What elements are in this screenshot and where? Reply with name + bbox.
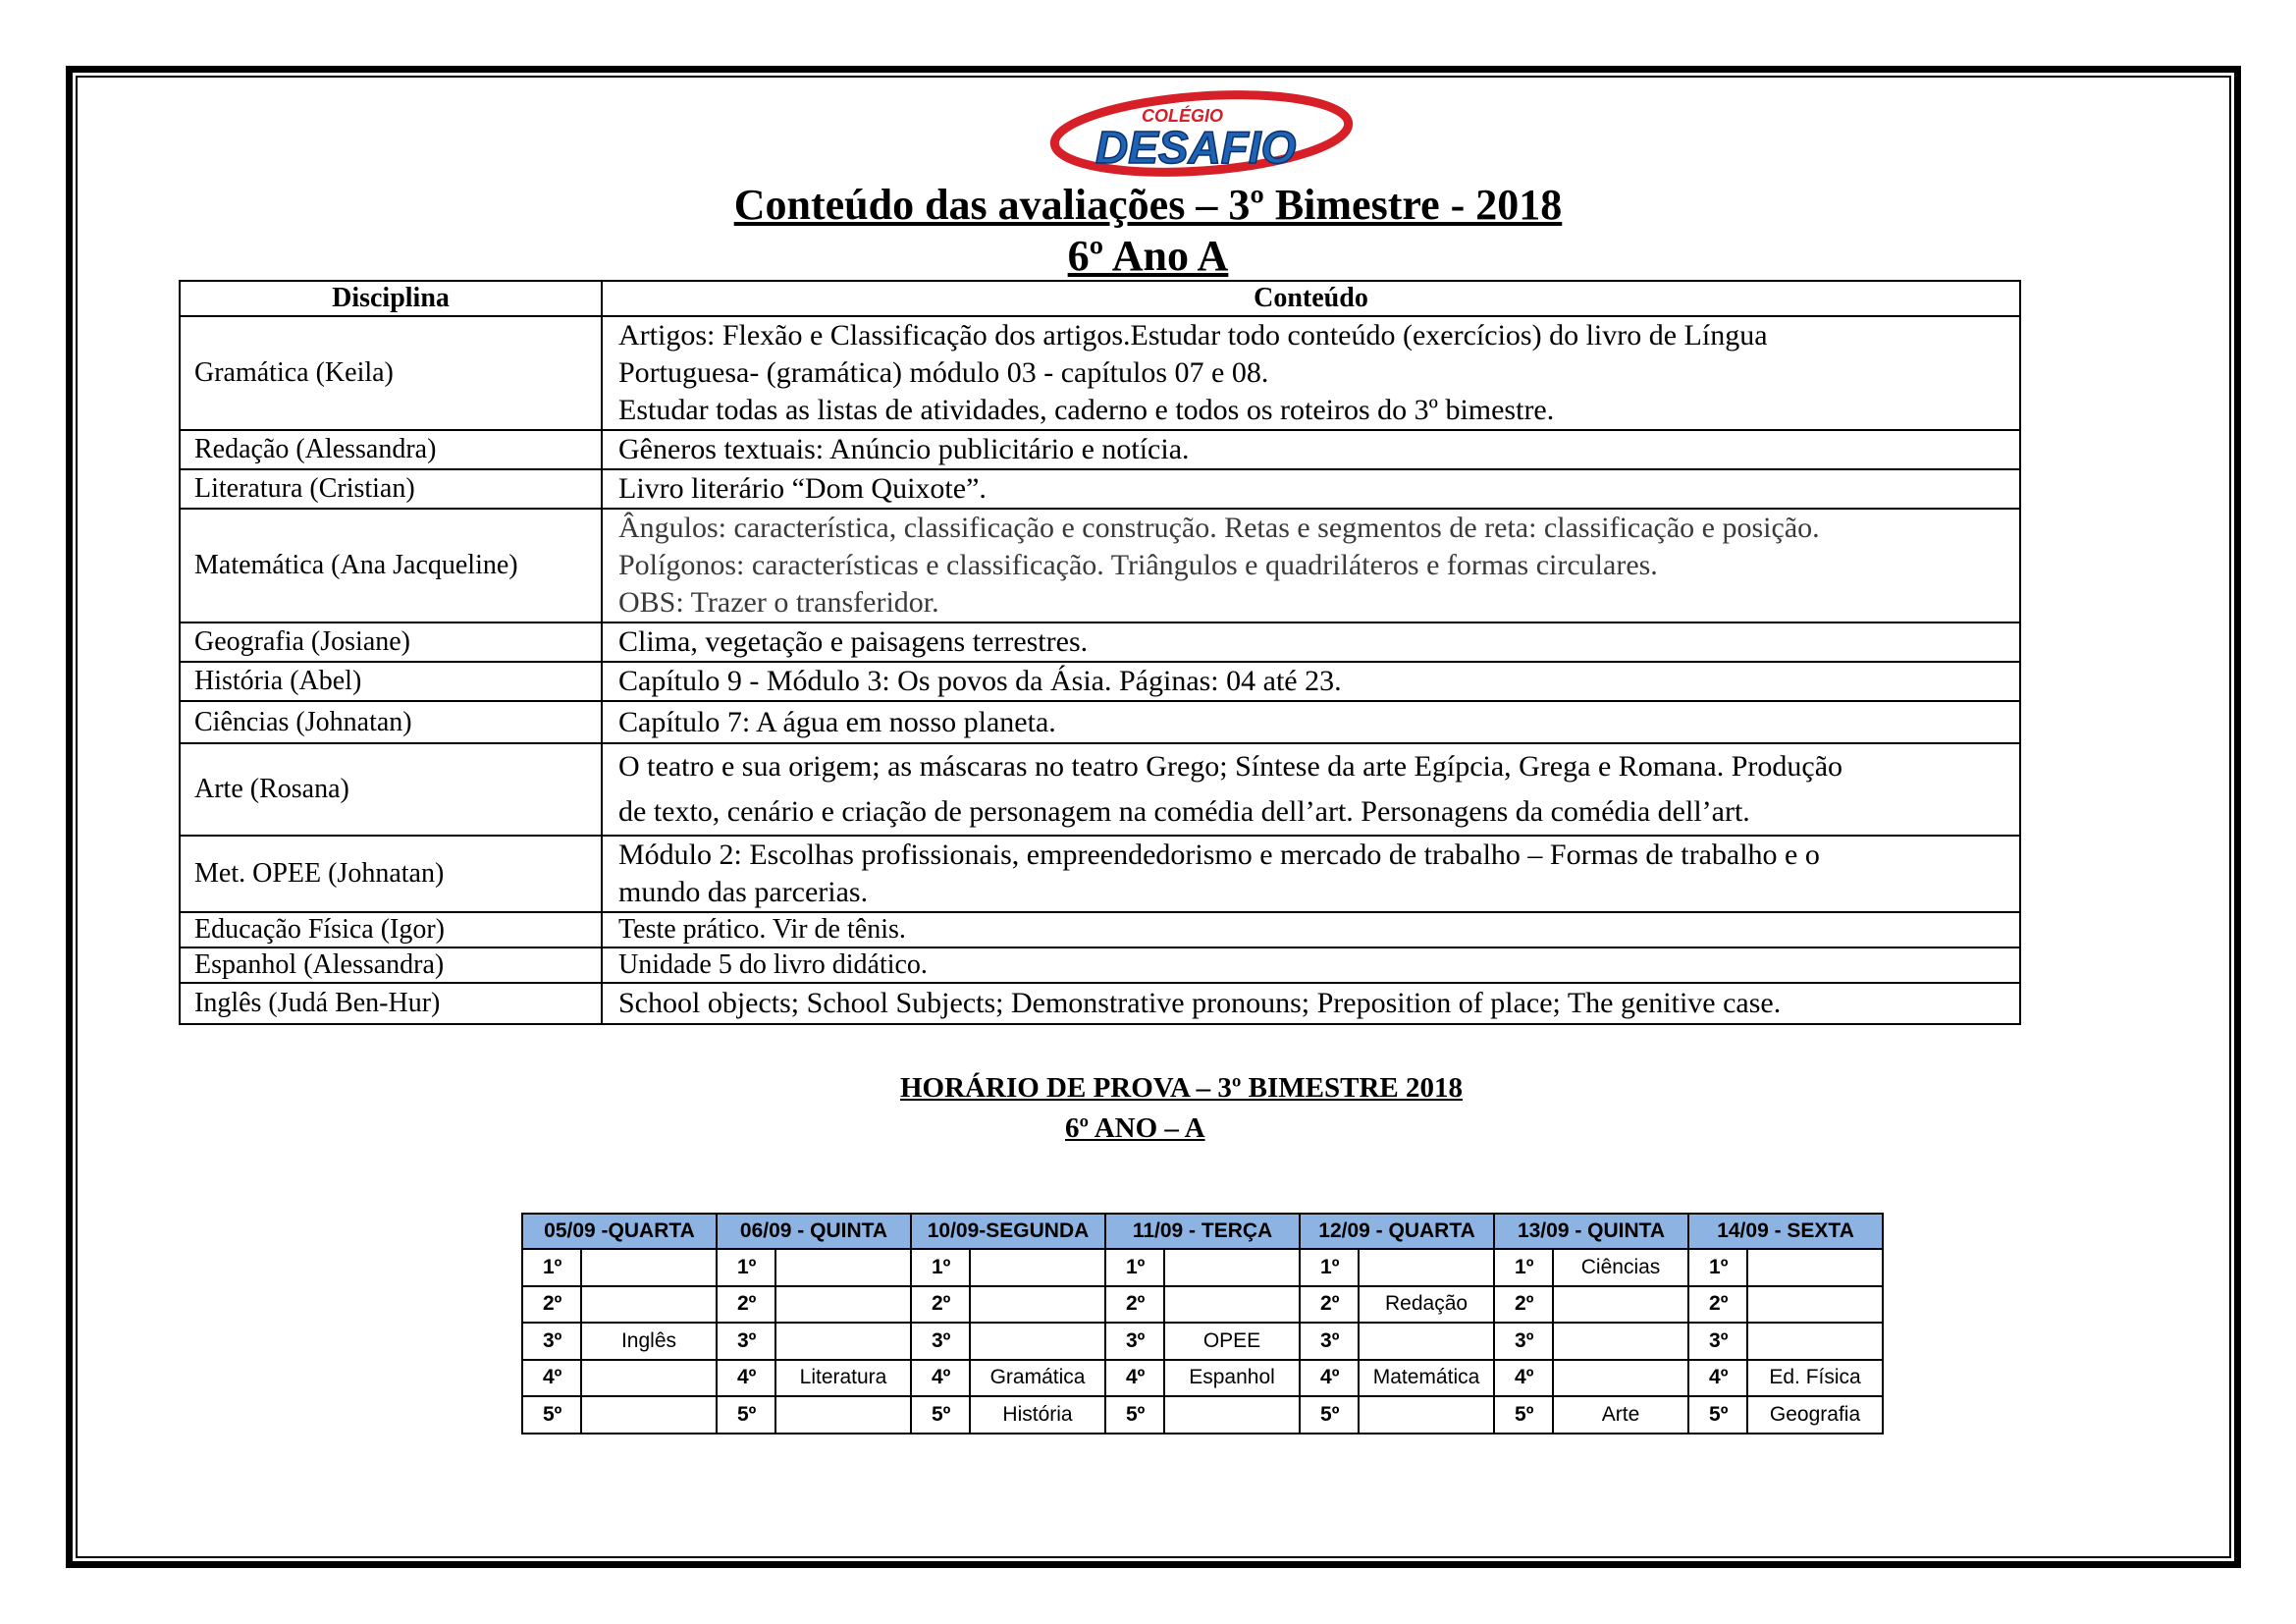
subject-cell: Arte bbox=[1553, 1396, 1688, 1434]
conteudo-line: Capítulo 7: A água em nosso planeta. bbox=[618, 705, 1056, 738]
period-number: 4º bbox=[911, 1360, 970, 1397]
subject-cell bbox=[581, 1396, 717, 1434]
conteudo-line: Capítulo 9 - Módulo 3: Os povos da Ásia. Páginas: 04 até 23. bbox=[618, 665, 1342, 697]
disciplina-cell: Ciências (Johnatan) bbox=[180, 701, 602, 743]
conteudo-line: Polígonos: características e classificação. Triângulos e quadriláteros e formas circulares. bbox=[618, 549, 1658, 581]
conteudo-line: mundo das parcerias. bbox=[618, 876, 869, 908]
disciplina-cell: Educação Física (Igor) bbox=[180, 912, 602, 947]
table-row bbox=[180, 701, 2020, 743]
exam-schedule-table bbox=[521, 1213, 1884, 1435]
conteudo-cell bbox=[602, 701, 2020, 743]
subject-cell bbox=[775, 1396, 911, 1434]
conteudo-line: de texto, cenário e criação de personagem na comédia dell’art. Personagens da comédia dell’art. bbox=[618, 795, 1750, 828]
day-header: 11/09 - TERÇA bbox=[1105, 1214, 1300, 1249]
subject-cell bbox=[1164, 1249, 1300, 1286]
day-header: 10/09-SEGUNDA bbox=[911, 1214, 1105, 1249]
column-header-disciplina: Disciplina bbox=[180, 281, 602, 316]
conteudo-cell bbox=[602, 509, 2020, 623]
conteudo-line: Clima, vegetação e paisagens terrestres. bbox=[618, 625, 1089, 658]
subject-cell: Ciências bbox=[1553, 1249, 1688, 1286]
conteudo-cell bbox=[602, 743, 2020, 836]
period-number: 4º bbox=[717, 1360, 775, 1397]
subject-cell bbox=[1359, 1396, 1494, 1434]
table-row bbox=[180, 983, 2020, 1024]
table-row bbox=[180, 316, 2020, 430]
conteudo-line: Portuguesa- (gramática) módulo 03 - capítulos 07 e 08. bbox=[618, 356, 1269, 389]
period-number: 5º bbox=[1105, 1396, 1164, 1434]
colegio-desafio-logo bbox=[1048, 88, 1355, 179]
conteudo-cell bbox=[602, 983, 2020, 1024]
disciplina-cell: Arte (Rosana) bbox=[180, 743, 602, 836]
conteudo-cell bbox=[602, 662, 2020, 701]
conteudo-line: Teste prático. Vir de tênis. bbox=[618, 914, 906, 945]
page-title: Conteúdo das avaliações – 3º Bimestre - 2018 bbox=[733, 181, 1563, 229]
disciplina-cell: Inglês (Judá Ben-Hur) bbox=[180, 983, 602, 1024]
table-row bbox=[180, 509, 2020, 623]
period-number: 4º bbox=[1688, 1360, 1747, 1397]
day-header: 06/09 - QUINTA bbox=[717, 1214, 911, 1249]
subject-cell bbox=[970, 1249, 1105, 1286]
subject-cell: Ed. Física bbox=[1747, 1360, 1883, 1397]
period-number: 3º bbox=[1494, 1323, 1553, 1360]
period-number: 5º bbox=[1300, 1396, 1359, 1434]
period-number: 5º bbox=[911, 1396, 970, 1434]
subject-cell bbox=[1553, 1360, 1688, 1397]
subject-cell: Redação bbox=[1359, 1286, 1494, 1324]
day-header: 05/09 -QUARTA bbox=[522, 1214, 717, 1249]
subject-cell bbox=[581, 1360, 717, 1397]
content-table-header-row bbox=[180, 281, 2020, 316]
conteudo-line: OBS: Trazer o transferidor. bbox=[618, 586, 939, 619]
day-header: 13/09 - QUINTA bbox=[1494, 1214, 1688, 1249]
period-number: 4º bbox=[1105, 1360, 1164, 1397]
subject-cell: História bbox=[970, 1396, 1105, 1434]
conteudo-line: Gêneros textuais: Anúncio publicitário e notícia. bbox=[618, 433, 1190, 465]
table-row bbox=[180, 469, 2020, 509]
subject-cell bbox=[1553, 1286, 1688, 1324]
subject-cell: Inglês bbox=[581, 1323, 717, 1360]
subject-cell bbox=[970, 1323, 1105, 1360]
period-number: 1º bbox=[717, 1249, 775, 1286]
conteudo-line: Ângulos: característica, classificação e construção. Retas e segmentos de reta: classificação e posição. bbox=[618, 512, 1820, 544]
table-row bbox=[180, 912, 2020, 947]
schedule-header-row bbox=[522, 1214, 1883, 1249]
disciplina-cell: Gramática (Keila) bbox=[180, 316, 602, 430]
period-number: 2º bbox=[522, 1286, 581, 1324]
conteudo-cell bbox=[602, 912, 2020, 947]
period-number: 3º bbox=[1300, 1323, 1359, 1360]
period-number: 3º bbox=[1105, 1323, 1164, 1360]
subject-cell bbox=[1164, 1286, 1300, 1324]
subject-cell bbox=[775, 1249, 911, 1286]
period-number: 3º bbox=[1688, 1323, 1747, 1360]
subject-cell: OPEE bbox=[1164, 1323, 1300, 1360]
subject-cell bbox=[581, 1249, 717, 1286]
period-number: 1º bbox=[1300, 1249, 1359, 1286]
conteudo-cell bbox=[602, 430, 2020, 469]
period-number: 1º bbox=[1105, 1249, 1164, 1286]
subject-cell bbox=[1747, 1249, 1883, 1286]
disciplina-cell: Espanhol (Alessandra) bbox=[180, 947, 602, 983]
period-number: 5º bbox=[1494, 1396, 1553, 1434]
subject-cell: Geografia bbox=[1747, 1396, 1883, 1434]
period-number: 2º bbox=[1688, 1286, 1747, 1324]
conteudo-cell bbox=[602, 836, 2020, 912]
period-number: 2º bbox=[1494, 1286, 1553, 1324]
page-subtitle: 6º Ano A bbox=[1067, 232, 1229, 280]
table-row bbox=[180, 430, 2020, 469]
period-number: 3º bbox=[911, 1323, 970, 1360]
conteudo-line: School objects; School Subjects; Demonstrative pronouns; Preposition of place; The genitive case. bbox=[618, 987, 1782, 1019]
conteudo-line: Livro literário “Dom Quixote”. bbox=[618, 472, 987, 505]
conteudo-line: O teatro e sua origem; as máscaras no teatro Grego; Síntese da arte Egípcia, Grega e Romana. Produção bbox=[618, 750, 1843, 783]
schedule-row bbox=[522, 1286, 1883, 1324]
subject-cell bbox=[775, 1323, 911, 1360]
schedule-row bbox=[522, 1323, 1883, 1360]
period-number: 1º bbox=[522, 1249, 581, 1286]
conteudo-cell bbox=[602, 623, 2020, 662]
period-number: 2º bbox=[1300, 1286, 1359, 1324]
content-table bbox=[179, 280, 2021, 1025]
schedule-row bbox=[522, 1249, 1883, 1286]
day-header: 14/09 - SEXTA bbox=[1688, 1214, 1883, 1249]
period-number: 3º bbox=[717, 1323, 775, 1360]
subject-cell: Espanhol bbox=[1164, 1360, 1300, 1397]
conteudo-cell bbox=[602, 947, 2020, 983]
column-header-conteudo: Conteúdo bbox=[602, 281, 2020, 316]
period-number: 4º bbox=[1300, 1360, 1359, 1397]
period-number: 5º bbox=[717, 1396, 775, 1434]
disciplina-cell: Met. OPEE (Johnatan) bbox=[180, 836, 602, 912]
period-number: 4º bbox=[522, 1360, 581, 1397]
period-number: 1º bbox=[1494, 1249, 1553, 1286]
conteudo-cell bbox=[602, 469, 2020, 509]
period-number: 2º bbox=[717, 1286, 775, 1324]
subject-cell bbox=[1359, 1249, 1494, 1286]
table-row bbox=[180, 836, 2020, 912]
disciplina-cell: Literatura (Cristian) bbox=[180, 469, 602, 509]
conteudo-line: Unidade 5 do livro didático. bbox=[618, 949, 928, 980]
table-row bbox=[180, 743, 2020, 836]
disciplina-cell: História (Abel) bbox=[180, 662, 602, 701]
conteudo-line: Estudar todas as listas de atividades, caderno e todos os roteiros do 3º bimestre. bbox=[618, 394, 1555, 426]
disciplina-cell: Geografia (Josiane) bbox=[180, 623, 602, 662]
period-number: 2º bbox=[911, 1286, 970, 1324]
subject-cell: Gramática bbox=[970, 1360, 1105, 1397]
subject-cell bbox=[775, 1286, 911, 1324]
conteudo-line: Módulo 2: Escolhas profissionais, empreendedorismo e mercado de trabalho – Formas de trabalho e o bbox=[618, 839, 1820, 871]
table-row bbox=[180, 623, 2020, 662]
subject-cell bbox=[970, 1286, 1105, 1324]
period-number: 1º bbox=[911, 1249, 970, 1286]
subject-cell: Matemática bbox=[1359, 1360, 1494, 1397]
day-header: 12/09 - QUARTA bbox=[1300, 1214, 1494, 1249]
table-row bbox=[180, 947, 2020, 983]
logo-line2: DESAFIO bbox=[1095, 122, 1297, 173]
period-number: 1º bbox=[1688, 1249, 1747, 1286]
subject-cell bbox=[581, 1286, 717, 1324]
subject-cell bbox=[1747, 1286, 1883, 1324]
table-row bbox=[180, 662, 2020, 701]
subject-cell bbox=[1747, 1323, 1883, 1360]
period-number: 4º bbox=[1494, 1360, 1553, 1397]
subject-cell bbox=[1359, 1323, 1494, 1360]
subject-cell bbox=[1164, 1396, 1300, 1434]
schedule-subtitle: 6º ANO – A bbox=[1065, 1112, 1205, 1144]
conteudo-cell bbox=[602, 316, 2020, 430]
subject-cell bbox=[1553, 1323, 1688, 1360]
period-number: 5º bbox=[522, 1396, 581, 1434]
conteudo-line: Artigos: Flexão e Classificação dos artigos.Estudar todo conteúdo (exercícios) do livro de Língua bbox=[618, 319, 1768, 352]
logo-line1: COLÉGIO bbox=[1142, 106, 1224, 126]
period-number: 3º bbox=[522, 1323, 581, 1360]
schedule-title: HORÁRIO DE PROVA – 3º BIMESTRE 2018 bbox=[900, 1072, 1464, 1104]
schedule-row bbox=[522, 1396, 1883, 1434]
period-number: 5º bbox=[1688, 1396, 1747, 1434]
schedule-row bbox=[522, 1360, 1883, 1397]
disciplina-cell: Redação (Alessandra) bbox=[180, 430, 602, 469]
subject-cell: Literatura bbox=[775, 1360, 911, 1397]
disciplina-cell: Matemática (Ana Jacqueline) bbox=[180, 509, 602, 623]
period-number: 2º bbox=[1105, 1286, 1164, 1324]
